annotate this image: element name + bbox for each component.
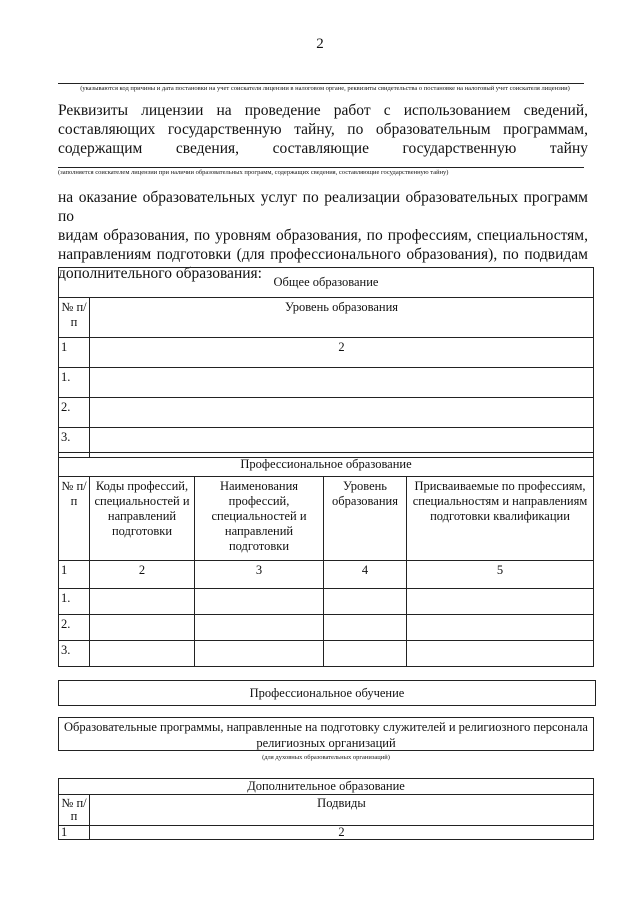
empty-cell[interactable] <box>324 589 407 615</box>
empty-cell[interactable] <box>407 615 594 641</box>
index-cell: 5 <box>407 561 594 589</box>
index-cell: 1 <box>59 338 90 368</box>
empty-cell[interactable] <box>90 398 594 428</box>
religious-programs-box: Образовательные программы, направленные на подготовку служителей и религиозного персонала религиозных организаций <box>58 717 594 751</box>
col-number-header: № п/п <box>59 477 90 561</box>
col-codes-header: Коды профессий, специальностей и направлений подготовки <box>90 477 195 561</box>
intro-line: дополнительного образования: <box>58 265 262 282</box>
col-level-header: Уровень образования <box>324 477 407 561</box>
intro-line: видам образования, по уровням образования, по профессиям, специальностям, <box>58 227 588 244</box>
index-cell: 1 <box>59 826 90 840</box>
row-number: 1. <box>59 368 90 398</box>
index-cell: 1 <box>59 561 90 589</box>
col-qualification-header: Присваиваемые по профессиям, специальностям и направлениям подготовки квалификации <box>407 477 594 561</box>
empty-cell[interactable] <box>324 641 407 667</box>
empty-cell[interactable] <box>90 641 195 667</box>
empty-cell[interactable] <box>407 589 594 615</box>
professional-training-box: Профессиональное обучение <box>58 680 596 706</box>
requisites-rule <box>58 167 584 168</box>
requisites-line: составляющих государственную тайну, по образовательным программам, <box>58 121 588 138</box>
empty-cell[interactable] <box>195 641 324 667</box>
professional-education-table <box>58 452 594 667</box>
additional-education-table <box>58 778 594 840</box>
index-cell: 2 <box>90 561 195 589</box>
requisites-line: Реквизиты лицензии на проведение работ с использованием сведений, <box>58 102 588 119</box>
general-education-title: Общее образование <box>59 268 594 298</box>
empty-cell[interactable] <box>90 589 195 615</box>
index-cell: 2 <box>90 338 594 368</box>
requisites-paragraph <box>58 101 588 158</box>
row-number: 1. <box>59 589 90 615</box>
index-cell: 4 <box>324 561 407 589</box>
empty-cell[interactable] <box>90 368 594 398</box>
intro-line: на оказание образовательных услуг по реализации образовательных программ по <box>58 189 588 225</box>
empty-cell[interactable] <box>90 615 195 641</box>
row-number: 2. <box>59 398 90 428</box>
general-education-table <box>58 267 594 458</box>
row-number: 3. <box>59 428 90 458</box>
additional-education-title: Дополнительное образование <box>59 779 594 795</box>
professional-education-title: Профессиональное образование <box>59 453 594 477</box>
col-number-header: № п/п <box>59 795 90 826</box>
empty-cell[interactable] <box>195 615 324 641</box>
index-cell: 2 <box>90 826 594 840</box>
row-number: 2. <box>59 615 90 641</box>
religious-note: (для духовных образовательных организаций) <box>262 754 390 761</box>
header-note: (указываются код причины и дата постановки на учет соискателя лицензии в налоговом органе, реквизиты свидетельства о постановке на налоговый учет соискателя лицензии) <box>80 85 570 92</box>
col-number-header: № п/п <box>59 298 90 338</box>
empty-cell[interactable] <box>195 589 324 615</box>
col-subtype-header: Подвиды <box>90 795 594 826</box>
col-names-header: Наименования профессий, специальностей и направлений подготовки <box>195 477 324 561</box>
row-number: 3. <box>59 641 90 667</box>
page-number: 2 <box>316 36 324 52</box>
index-cell: 3 <box>195 561 324 589</box>
requisites-line: содержащим сведения, составляющие государственную тайну <box>58 140 588 157</box>
requisites-note: (заполняется соискателем лицензии при наличии образовательных программ, содержащих сведения, составляющие государственную тайну) <box>58 169 449 176</box>
header-rule <box>58 83 584 84</box>
empty-cell[interactable] <box>324 615 407 641</box>
col-level-header: Уровень образования <box>90 298 594 338</box>
empty-cell[interactable] <box>407 641 594 667</box>
intro-line: направлениям подготовки (для профессионального образования), по подвидам <box>58 246 588 263</box>
